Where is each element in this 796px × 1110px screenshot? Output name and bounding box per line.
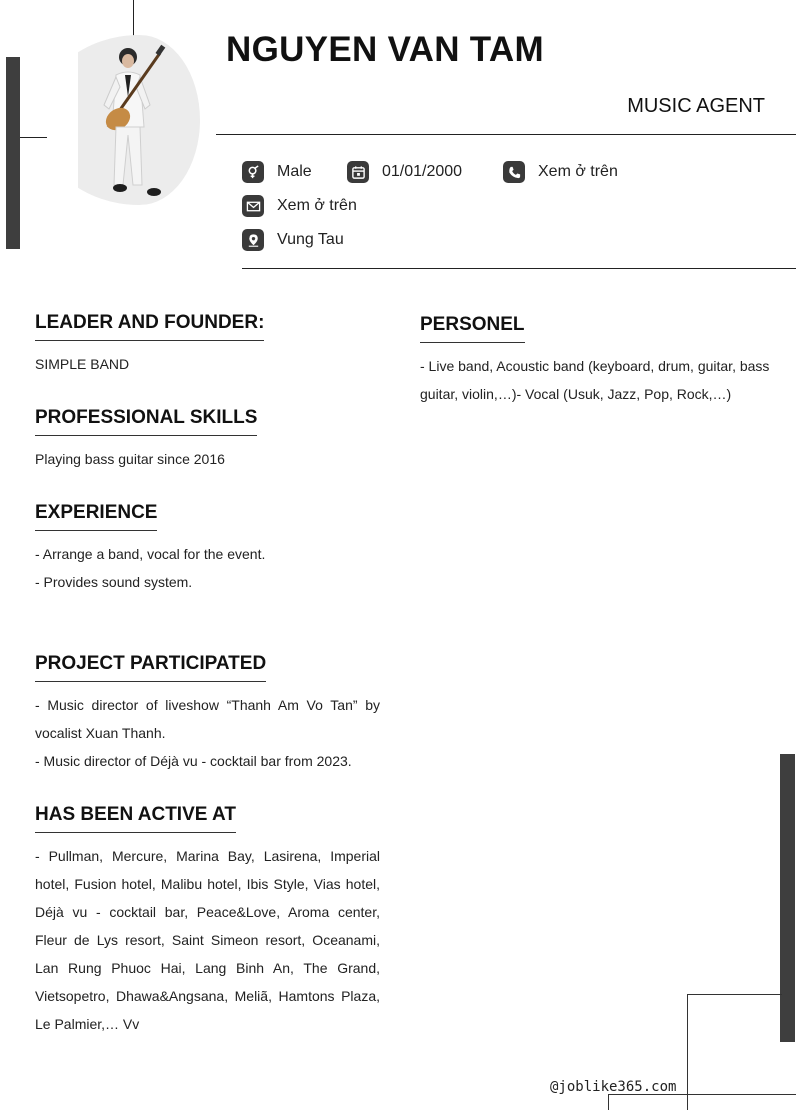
birthday-value: 01/01/2000 (382, 163, 463, 180)
personel-content: - Live band, Acoustic band (keyboard, drum, guitar, bass guitar, violin,…)- Vocal (Usuk, Jazz, Pop, Rock,…) (420, 358, 770, 402)
gender-value: Male (277, 163, 312, 180)
calendar-icon (347, 161, 369, 183)
experience-item: - Arrange a band, vocal for the event. (35, 546, 266, 562)
projects-section (35, 653, 380, 775)
leader-title: LEADER AND FOUNDER: (35, 312, 264, 341)
profile-photo (78, 35, 200, 205)
corner-frame-line (608, 1094, 796, 1110)
envelope-icon (242, 195, 264, 217)
email-info (242, 195, 357, 217)
phone-info (503, 161, 618, 183)
active-section (35, 804, 380, 1038)
experience-item: - Provides sound system. (35, 574, 193, 590)
location-info (242, 229, 344, 251)
skills-content: Playing bass guitar since 2016 (35, 451, 225, 467)
candidate-name: NGUYEN VAN TAM (226, 30, 544, 69)
experience-title: EXPERIENCE (35, 502, 157, 531)
left-accent-bar (6, 57, 20, 249)
skills-title: PROFESSIONAL SKILLS (35, 407, 257, 436)
active-title: HAS BEEN ACTIVE AT (35, 804, 236, 833)
header-divider (216, 134, 796, 135)
projects-title: PROJECT PARTICIPATED (35, 653, 266, 682)
experience-section (35, 502, 380, 596)
phone-value: Xem ở trên (538, 163, 618, 180)
job-title: MUSIC AGENT (627, 95, 765, 117)
site-watermark: @joblike365.com (550, 1079, 677, 1095)
phone-icon (503, 161, 525, 183)
leader-content: SIMPLE BAND (35, 356, 130, 372)
leader-section (35, 312, 380, 378)
right-accent-bar (780, 754, 795, 1042)
guitarist-figure (78, 35, 200, 205)
project-item: - Music director of Déjà vu - cocktail bar from 2023. (35, 753, 352, 769)
gender-info (242, 161, 312, 183)
contact-divider (242, 268, 796, 269)
corner-frame-box (687, 994, 782, 1110)
location-pin-icon (242, 229, 264, 251)
gender-icon (242, 161, 264, 183)
location-value: Vung Tau (277, 231, 344, 248)
photo-top-connector-line (133, 0, 134, 36)
skills-section (35, 407, 380, 473)
photo-left-connector-line (20, 137, 47, 138)
project-item: - Music director of liveshow “Thanh Am Vo Tan” by vocalist Xuan Thanh. (35, 697, 380, 741)
personel-section (420, 314, 770, 408)
email-value: Xem ở trên (277, 197, 357, 214)
personel-title: PERSONEL (420, 314, 525, 343)
active-content: - Pullman, Mercure, Marina Bay, Lasirena, Imperial hotel, Fusion hotel, Malibu hotel, Ibis Style, Vias hotel, Déjà vu - cocktail bar, Peace&Love, Aroma center, Fleur de Lys resort, Saint Simeon resort, Oceanami, Lan Rung Phuoc Hai, Lang Binh An, The Grand, Vietsopetro, Dhawa&Angsana, Meliã, Hamtons Plaza, Le Palmier,… Vv (35, 848, 380, 1032)
birthday-info (347, 161, 462, 183)
